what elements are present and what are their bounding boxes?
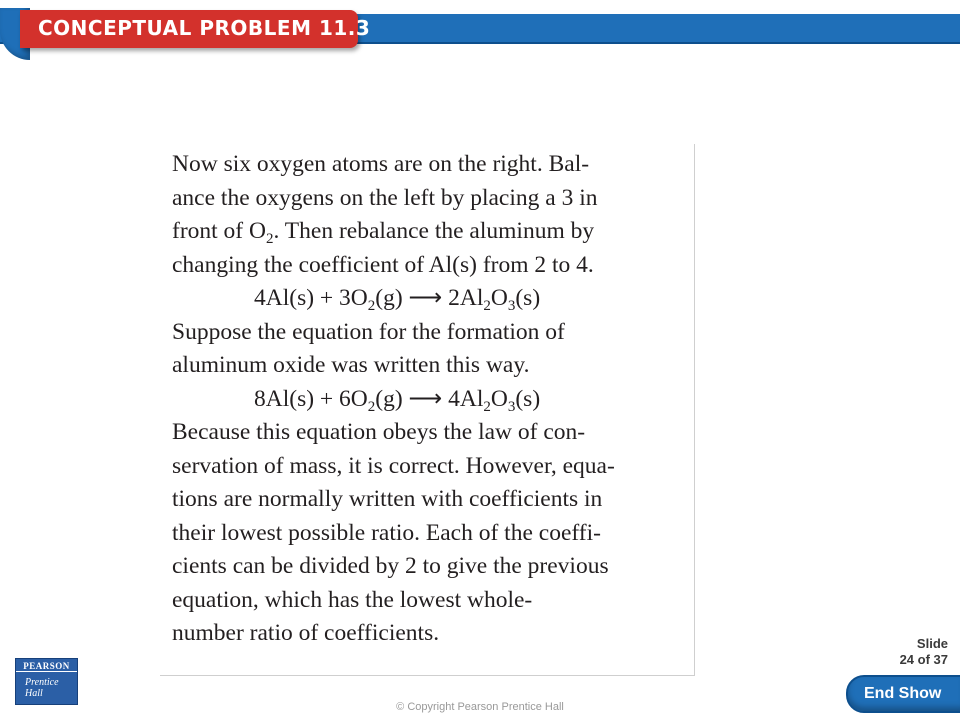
text-line: servation of mass, it is correct. However, equa- [172, 452, 615, 479]
slide-label: Slide [916, 636, 948, 651]
text-line: aluminum oxide was written this way. [172, 352, 530, 378]
text-line: front of $O_2$. Then rebalance the aluminum by [172, 218, 595, 247]
text-line: tions are normally written with coefficients in [172, 486, 603, 512]
pearson-logo [15, 658, 78, 705]
body-text [172, 148, 687, 651]
page-title: CONCEPTUAL PROBLEM 11.3 [38, 16, 371, 40]
text-line: their lowest possible ratio. Each of the coeffi- [172, 519, 601, 546]
text-line: Because this equation obeys the law of con- [172, 419, 586, 445]
slide-count: 24 of 37 [899, 652, 948, 667]
end-show-button[interactable]: End Show [846, 675, 960, 713]
text-line: changing the coefficient of Al(s) from 2 to 4. [172, 251, 594, 278]
text-line: equation, which has the lowest whole- [172, 586, 533, 613]
equation-1: $4Al(s) + 3O_2(g)$ ⟶ $2Al_2O_3(s)$ [254, 285, 541, 314]
text-line: cients can be divided by 2 to give the previous [172, 553, 609, 579]
text-line: number ratio of coefficients. [172, 620, 440, 646]
text-line: Suppose the equation for the formation of [172, 318, 565, 345]
text-panel [160, 144, 695, 676]
copyright-text: © Copyright Pearson Prentice Hall [396, 701, 564, 713]
equation-2: $8Al(s) + 6O_2(g)$ ⟶ $4Al_2O_3(s)$ [254, 385, 541, 415]
slide-counter [868, 636, 948, 668]
text-line: ance the oxygens on the left by placing a 3 in [172, 184, 598, 211]
text-line: Now six oxygen atoms are on the right. Bal- [172, 151, 590, 177]
logo-subtext: Prentice Hall [25, 677, 59, 699]
logo-text: PEARSON [16, 661, 77, 672]
